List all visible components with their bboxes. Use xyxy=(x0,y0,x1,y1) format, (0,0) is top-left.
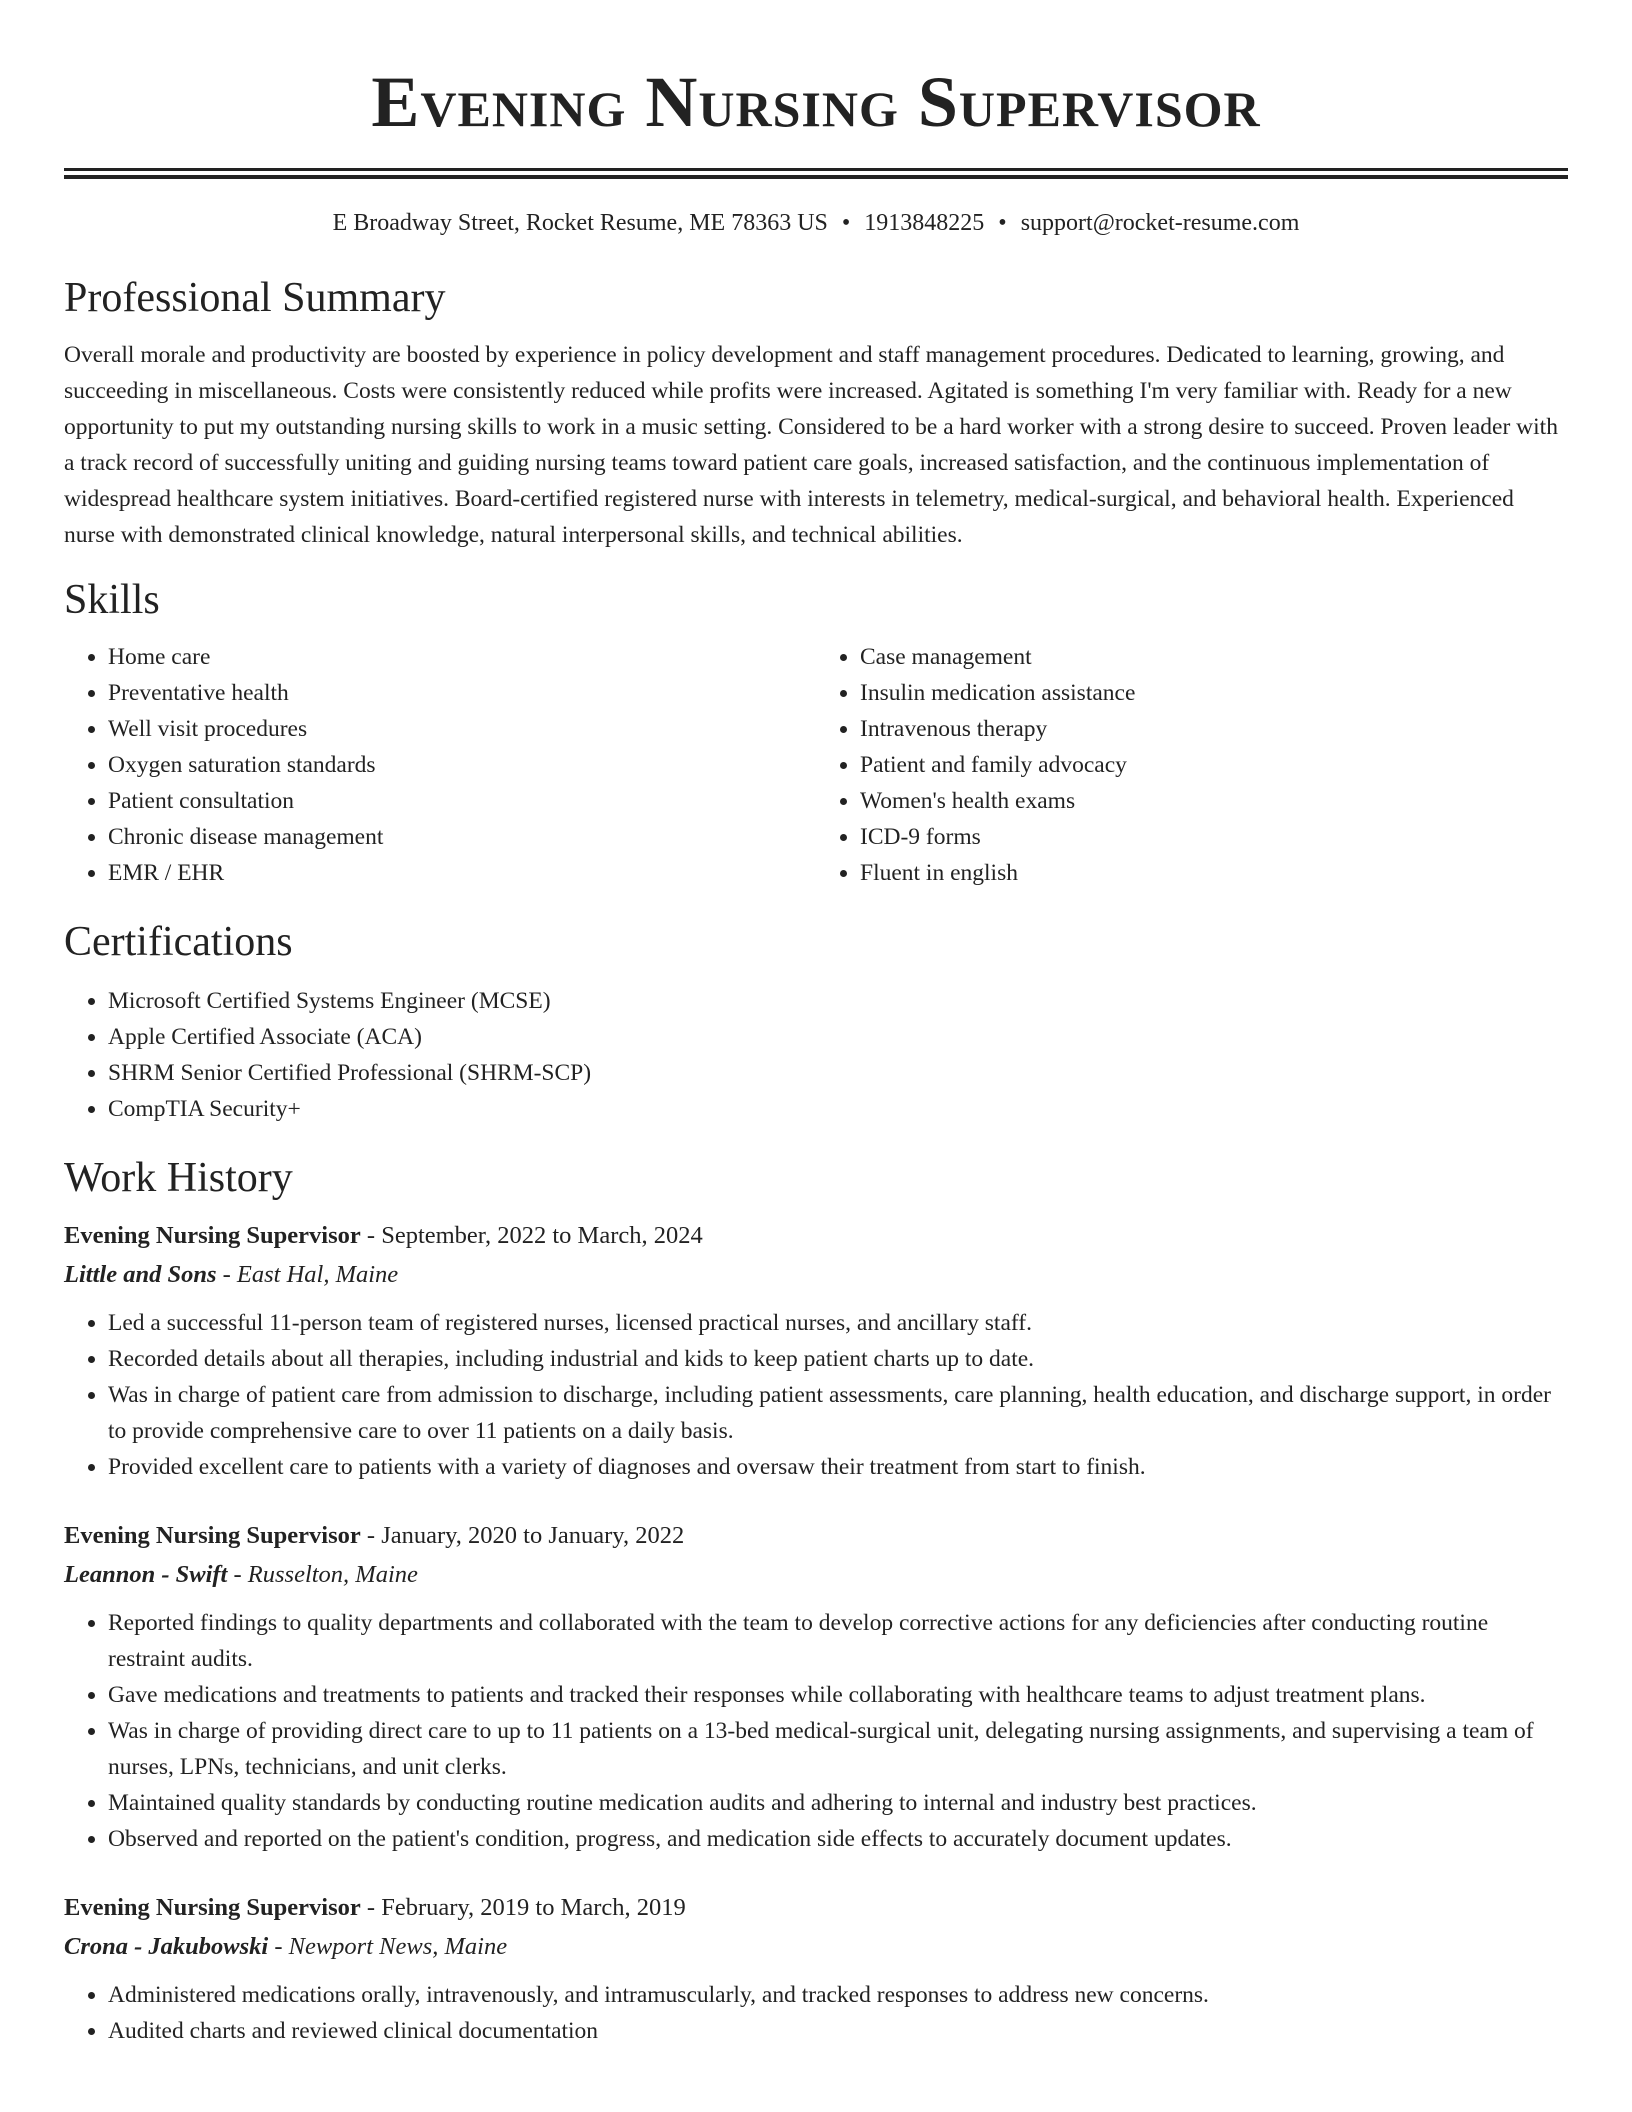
job-bullet: • Recorded details about all therapies, including industrial and kids to keep patient charts up to date. xyxy=(108,1341,1568,1377)
contact-address: E Broadway Street, Rocket Resume, ME 78363 US xyxy=(332,210,828,236)
job-title-line xyxy=(64,1217,1568,1255)
title-divider xyxy=(64,168,1568,179)
job-bullet: • Audited charts and reviewed clinical documentation xyxy=(108,2013,1568,2049)
skill-item: • Patient and family advocacy xyxy=(860,747,1568,783)
job-bullets xyxy=(64,1977,1568,2049)
skill-item: • Preventative health xyxy=(108,675,816,711)
skills-list-left xyxy=(64,639,816,891)
skills-heading: Skills xyxy=(64,577,160,623)
certification-item: • SHRM Senior Certified Professional (SHRM-SCP) xyxy=(108,1055,1568,1091)
summary-heading: Professional Summary xyxy=(64,275,446,321)
job-bullets xyxy=(64,1305,1568,1485)
job-company: Crona - Jakubowski xyxy=(64,1933,269,1960)
contact-separator: • xyxy=(841,210,851,236)
skill-item: • Home care xyxy=(108,639,816,675)
job-entry xyxy=(64,1217,1568,1485)
resume-title: Evening Nursing Supervisor xyxy=(371,62,1261,142)
job-bullet: • Was in charge of providing direct care to up to 11 patients on a 13-bed medical-surgical unit, delegating nursing assignments, and supervising a team of nurses, LPNs, technicians, and unit clerks. xyxy=(108,1713,1568,1785)
job-bullet: • Was in charge of patient care from admission to discharge, including patient assessments, care planning, health education, and discharge support, in order to provide comprehensive care to over 11 patients on a daily basis. xyxy=(108,1377,1568,1449)
skill-item: • Case management xyxy=(860,639,1568,675)
job-company: Leannon - Swift xyxy=(64,1561,228,1588)
job-dates: - January, 2020 to January, 2022 xyxy=(360,1522,685,1549)
contact-phone: 1913848225 xyxy=(864,210,985,236)
skill-item: • Oxygen saturation standards xyxy=(108,747,816,783)
certifications-list xyxy=(64,983,1568,1127)
contact-line xyxy=(64,207,1568,239)
job-company: Little and Sons xyxy=(64,1261,217,1288)
job-bullet: • Reported findings to quality departments and collaborated with the team to develop corrective actions for any deficiencies after conducting routine restraint audits. xyxy=(108,1605,1568,1677)
skill-item: • EMR / EHR xyxy=(108,855,816,891)
job-entry xyxy=(64,1889,1568,2049)
skill-item: • Women's health exams xyxy=(860,783,1568,819)
job-title-line xyxy=(64,1517,1568,1555)
job-bullet: • Led a successful 11-person team of registered nurses, licensed practical nurses, and ancillary staff. xyxy=(108,1305,1568,1341)
skills-columns xyxy=(64,639,1568,891)
job-dates: - September, 2022 to March, 2024 xyxy=(360,1222,703,1249)
job-bullet: • Provided excellent care to patients with a variety of diagnoses and oversaw their treatment from start to finish. xyxy=(108,1449,1568,1485)
job-bullet: • Observed and reported on the patient's condition, progress, and medication side effects to accurately document updates. xyxy=(108,1821,1568,1857)
job-company-line xyxy=(64,1255,1568,1295)
certifications-heading: Certifications xyxy=(64,919,293,965)
contact-email: support@rocket-resume.com xyxy=(1020,210,1300,236)
skill-item: • ICD-9 forms xyxy=(860,819,1568,855)
summary-text: Overall morale and productivity are boosted by experience in policy development and staff management procedures. Dedicated to learning, growing, and succeeding in miscellaneous. Costs were consistently reduced while profits were increased. Agitated is something I'm very familiar with. Ready for a new opportunity to put my outstanding nursing skills to work in a music setting. Considered to be a hard worker with a strong desire to succeed. Proven leader with a track record of successfully uniting and guiding nursing teams toward patient care goals, increased satisfaction, and the continuous implementation of widespread healthcare system initiatives. Board-certified registered nurse with interests in telemetry, medical-surgical, and behavioral health. Experienced nurse with demonstrated clinical knowledge, natural interpersonal skills, and technical abilities. xyxy=(64,342,1558,548)
job-title: Evening Nursing Supervisor xyxy=(64,1894,361,1921)
job-company-line xyxy=(64,1555,1568,1595)
job-title: Evening Nursing Supervisor xyxy=(64,1522,361,1549)
skill-item: • Chronic disease management xyxy=(108,819,816,855)
resume-page xyxy=(64,0,1568,2049)
certification-item: • CompTIA Security+ xyxy=(108,1091,1568,1127)
skill-item: • Patient consultation xyxy=(108,783,816,819)
work-history-heading: Work History xyxy=(64,1155,293,1201)
job-company-line xyxy=(64,1927,1568,1967)
skills-list-right xyxy=(816,639,1568,891)
certification-item: • Apple Certified Associate (ACA) xyxy=(108,1019,1568,1055)
job-bullets xyxy=(64,1605,1568,1857)
contact-separator: • xyxy=(998,210,1007,236)
skill-item: • Fluent in english xyxy=(860,855,1568,891)
job-dates: - February, 2019 to March, 2019 xyxy=(360,1894,686,1921)
job-location: - Newport News, Maine xyxy=(268,1933,508,1960)
job-entry xyxy=(64,1517,1568,1857)
skill-item: • Insulin medication assistance xyxy=(860,675,1568,711)
skill-item: • Intravenous therapy xyxy=(860,711,1568,747)
job-bullet: • Administered medications orally, intravenously, and intramuscularly, and tracked responses to address new concerns. xyxy=(108,1977,1568,2013)
job-location: - East Hal, Maine xyxy=(216,1261,399,1288)
job-bullet: • Gave medications and treatments to patients and tracked their responses while collaborating with healthcare teams to adjust treatment plans. xyxy=(108,1677,1568,1713)
certification-item: • Microsoft Certified Systems Engineer (MCSE) xyxy=(108,983,1568,1019)
skill-item: • Well visit procedures xyxy=(108,711,816,747)
job-location: - Russelton, Maine xyxy=(227,1561,418,1588)
job-title-line xyxy=(64,1889,1568,1927)
job-bullet: • Maintained quality standards by conducting routine medication audits and adhering to internal and industry best practices. xyxy=(108,1785,1568,1821)
job-title: Evening Nursing Supervisor xyxy=(64,1222,361,1249)
